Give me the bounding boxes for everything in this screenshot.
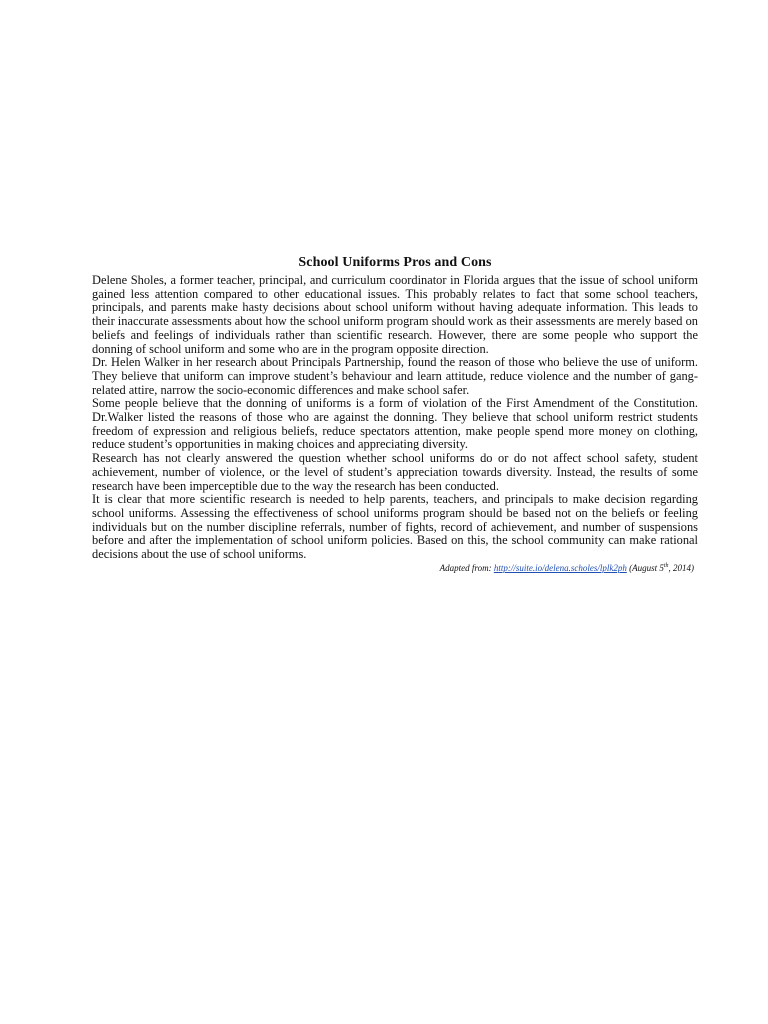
paragraph-conclusion: It is clear that more scientific research is needed to help parents, teachers, and principals to make decision regarding school uniforms. Assessing the effectiveness of school uniforms program should be based not on the beliefs or feeling individuals but on the number discipline referrals, number of fights, record of achievement, and number of suspensions before and after the implementation of school uniform policies. Based on this, the school community can make rational decisions about the use of school uniforms. [92,492,698,562]
source-date-close: , 2014) [668,562,694,573]
source-date-open: (August 5 [626,562,664,573]
paragraph-research: Research has not clearly answered the question whether school uniforms do or do not affect school safety, student achievement, number of violence, or the level of student’s appreciation towards diversity. Instead, the results of some research have been imperceptible due to the way the research has been conducted. [92,451,698,493]
paragraph-cons: Some people believe that the donning of uniforms is a form of violation of the First Amendment of the Constitution. Dr.Walker listed the reasons of those who are against the donning. They believe that school uniform restrict students freedom of expression and religious beliefs, reduce spectators attention, make people spend more money on clothing, reduce student’s opportunities in making choices and appreciating diversity. [92,396,698,452]
article [92,252,698,574]
source-prefix: Adapted from: [439,562,494,573]
source-link[interactable]: http://suite.io/delena.scholes/lplk2ph [493,562,627,573]
source-date-sup: th [663,562,669,569]
paragraph-walker-pros: Dr. Helen Walker in her research about Principals Partnership, found the reason of those who believe the use of uniform. They believe that uniform can improve student’s behaviour and learn attitude, reduce violence and the number of gang-related attire, narrow the socio-economic differences and make school safer. [92,355,698,397]
paragraph-sholes: Delene Sholes, a former teacher, principal, and curriculum coordinator in Florida argues that the issue of school uniform gained less attention compared to other educational issues. This probably relates to fact that some school teachers, principals, and parents make hasty decisions about school uniform without having adequate information. This leads to their inaccurate assessments about how the school uniform program should work as their assessments are merely based on beliefs and feelings of individuals rather than scientific research. However, there are some people who support the donning of school uniform and some who are in the program opposite direction. [92,273,698,356]
article-title: School Uniforms Pros and Cons [298,255,492,270]
source-citation [92,562,698,574]
